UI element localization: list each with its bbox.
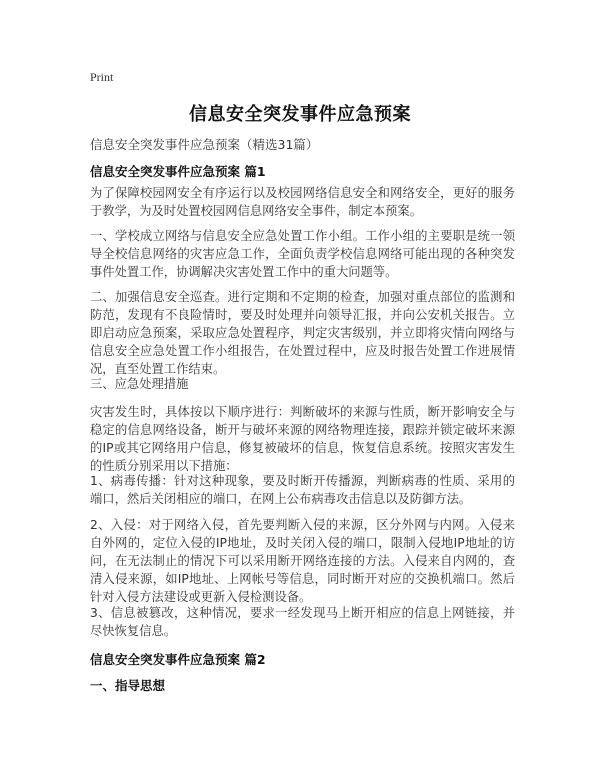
section-1-heading: 信息安全突发事件应急预案 篇1 [90, 164, 266, 179]
section-2-subheading: 一、指导思想 [90, 678, 166, 693]
section-2-heading: 信息安全突发事件应急预案 篇2 [90, 652, 266, 667]
paragraph-virus: 1、病毒传播：针对这种现象，要及时断开传播源，判断病毒的性质、采用的端口，然后关闭相应的端口，在网上公布病毒攻击信息以及防御方法。 [90, 474, 515, 506]
paragraph-tamper: 3、信息被篡改，这种情况，要求一经发现马上断开相应的信息上网链接，并尽快恢复信息。 [90, 606, 515, 638]
paragraph-measures-heading: 三、应急处理措施 [90, 377, 189, 391]
paragraph-intro: 为了保障校园网安全有序运行以及校园网络信息安全和网络安全，更好的服务于教学，为及时处置校园网信息网络安全事件，制定本预案。 [90, 186, 515, 218]
paragraph-intrusion: 2、入侵：对于网络入侵，首先要判断入侵的来源，区分外网与内网。入侵来自外网的，定位入侵的IP地址，及时关闭入侵的端口，限制入侵地IP地址的访问，在无法制止的情况下可以采用断开网络连接的方法。入侵来自内网的，查清入侵来源，如IP地址、上网帐号等信息，同时断开对应的交换机端口。然后针对入侵方法建设或更新入侵检测设备。 [90, 518, 515, 604]
paragraph-item-1: 一、学校成立网络与信息安全应急处置工作小组。工作小组的主要职是统一领导全校信息网络的灾害应急工作，全面负责学校信息网络可能出现的各种突发事件处置工作，协调解决灾害处置工作中的重大问题等。 [90, 229, 515, 279]
doc-subtitle: 信息安全突发事件应急预案（精选31篇） [90, 137, 319, 152]
print-link[interactable]: Print [90, 70, 114, 84]
paragraph-measures-intro: 灾害发生时，具体按以下顺序进行：判断破坏的来源与性质，断开影响安全与稳定的信息网络设备，断开与破坏来源的网络物理连接，跟踪并锁定破坏来源的IP或其它网络用户信息，修复被破坏的信息，恢复信息系统。按照灾害发生的性质分别采用以下措施： [90, 405, 515, 473]
page-title: 信息安全突发事件应急预案 [189, 104, 411, 125]
paragraph-item-2: 二、加强信息安全巡查。进行定期和不定期的检查，加强对重点部位的监测和防范，发现有不良险情时，要及时处理并向领导汇报，并向公安机关报告。立即启动应急预案，采取应急处置程序，判定灾害级别，并立即将灾情向网络与信息安全应急处置工作小组报告，在处置过程中，应及时报告处置工作进展情况，直至处置工作结束。 [90, 290, 515, 376]
